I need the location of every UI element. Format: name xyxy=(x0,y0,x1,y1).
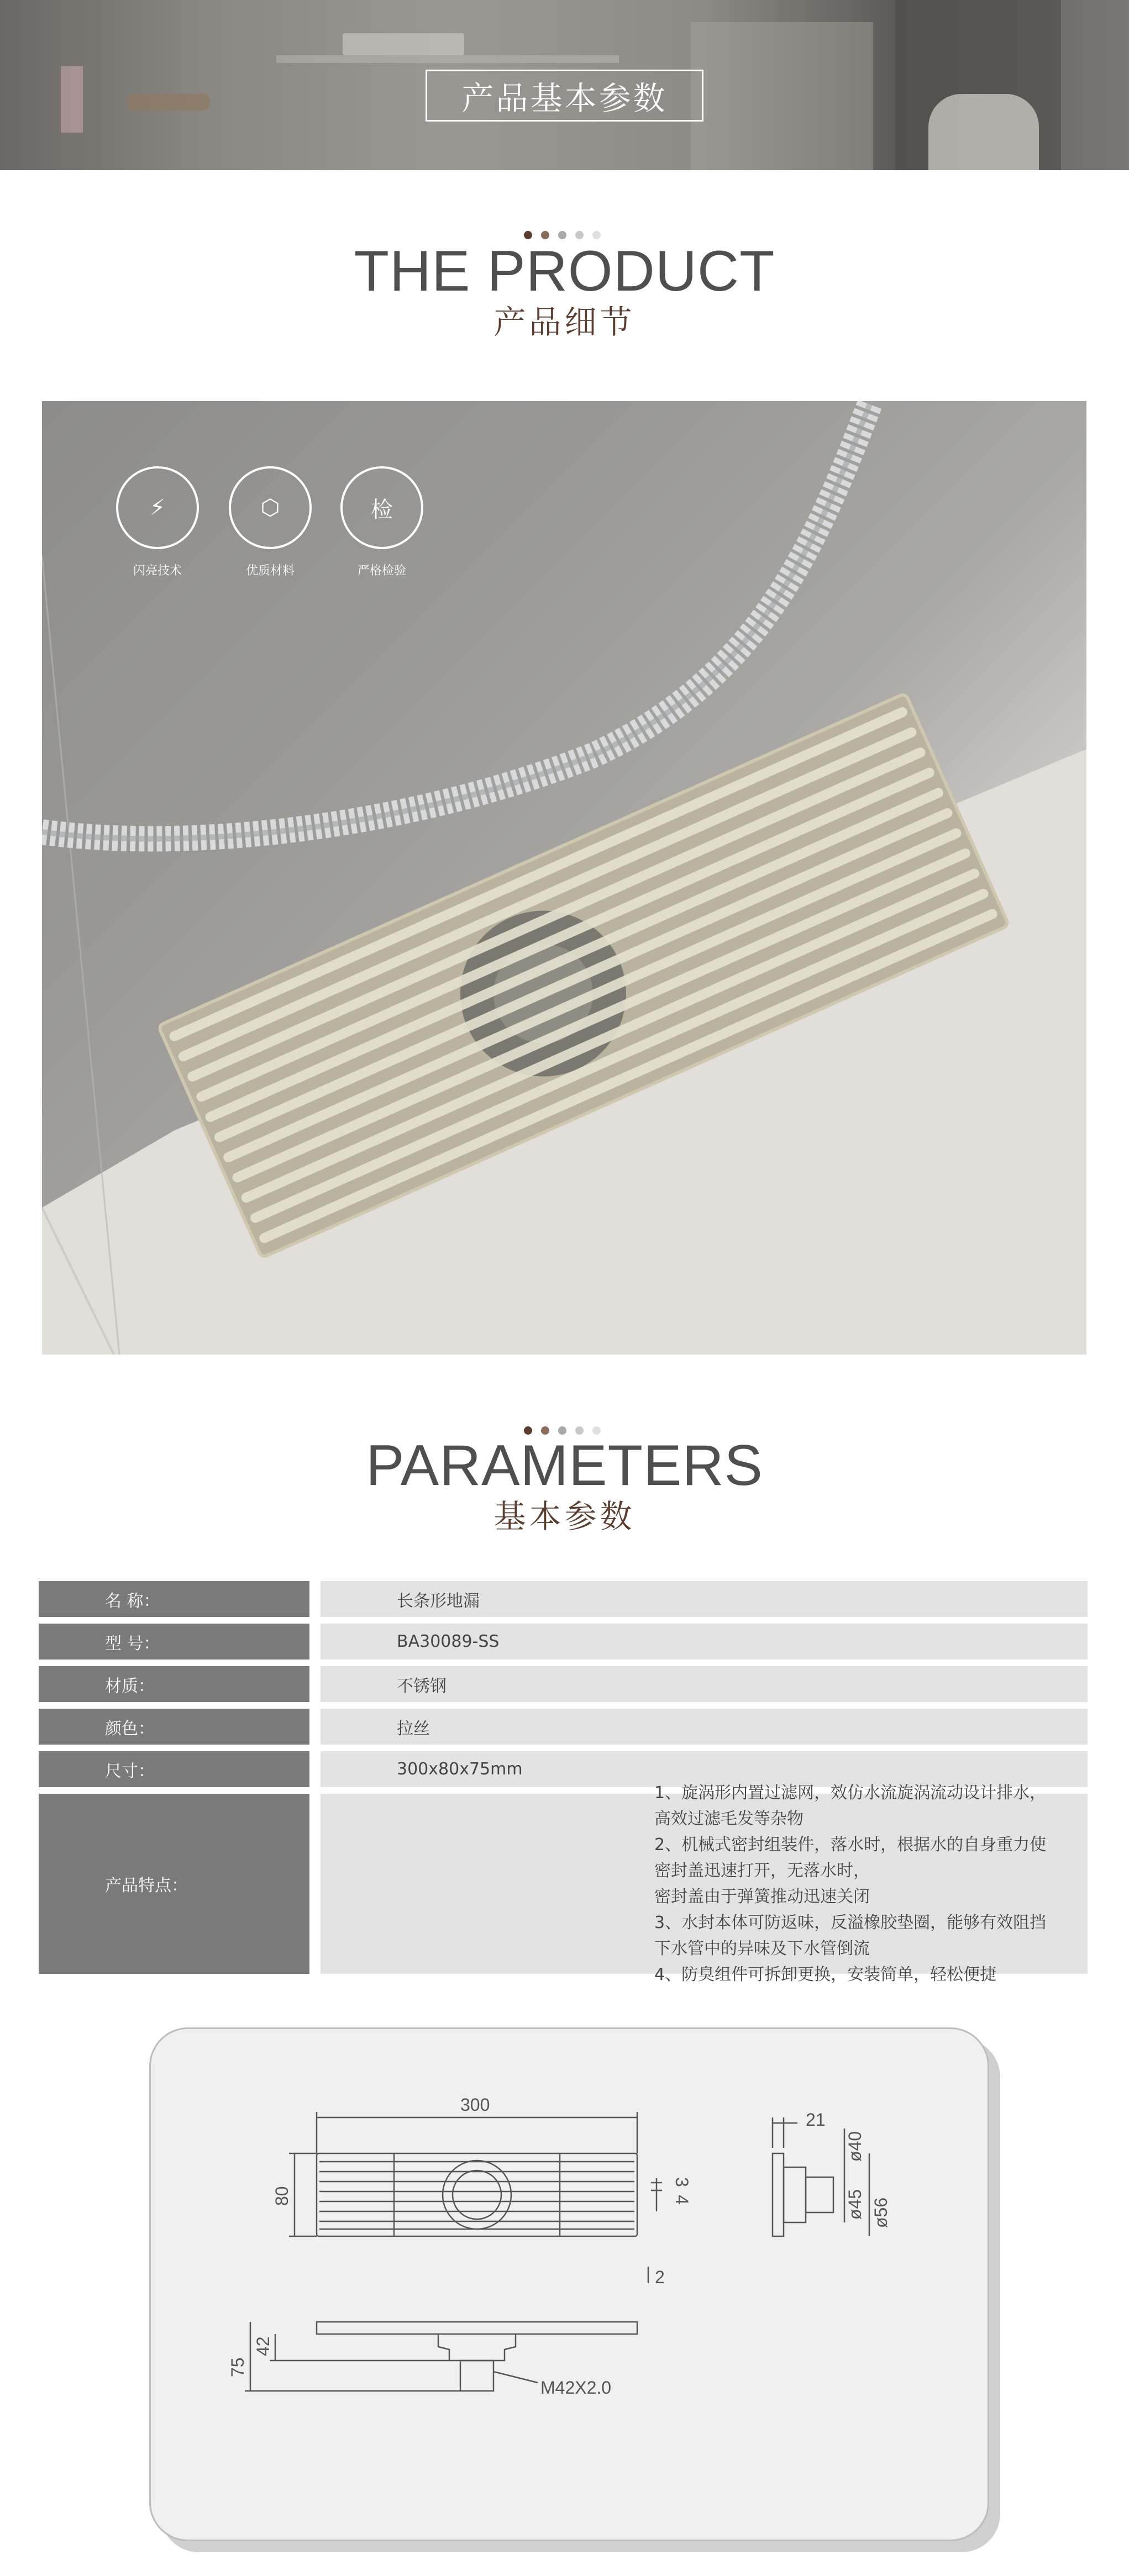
product-title-cn: 产品细节 xyxy=(493,303,636,341)
dot-4 xyxy=(575,231,584,239)
param-row-model xyxy=(39,1624,1088,1660)
param-value: 不锈钢 xyxy=(321,1666,1088,1702)
dim-75: 75 xyxy=(228,2357,248,2377)
parameters-title-en: PARAMETERS xyxy=(366,1434,763,1498)
technical-drawing xyxy=(151,2029,989,2541)
badge-shine xyxy=(116,466,199,578)
dot-1 xyxy=(524,231,532,239)
badge-material-label: 优质材料 xyxy=(245,564,295,578)
dim-42: 42 xyxy=(253,2336,273,2356)
banner-toilet xyxy=(928,94,1039,170)
param-key: 名 称： xyxy=(39,1581,309,1617)
side-plate xyxy=(317,2322,637,2334)
param-key: 材质： xyxy=(39,1666,309,1702)
dim-80: 80 xyxy=(272,2186,292,2206)
hexagon-icon xyxy=(229,466,312,549)
param-value: 拉丝 xyxy=(321,1709,1088,1745)
param-key: 型 号： xyxy=(39,1624,309,1660)
sparkle-icon xyxy=(116,466,199,549)
badge-inspection xyxy=(340,466,423,578)
badge-shine-glyph: ⚡ xyxy=(149,495,166,520)
param-row-features xyxy=(39,1783,1088,1984)
feature-item: 密封盖由于弹簧推动迅速关闭 xyxy=(654,1887,870,1906)
grate-outline xyxy=(317,2153,637,2236)
end-trap xyxy=(806,2177,833,2212)
banner-shelf xyxy=(276,55,619,63)
dot-5 xyxy=(592,231,601,239)
badge-material-glyph: ⬡ xyxy=(260,495,280,520)
product-photo xyxy=(42,401,1086,1355)
banner-sink xyxy=(343,33,464,55)
end-plate xyxy=(773,2153,784,2236)
badge-inspection-glyph: 检 xyxy=(371,497,393,523)
dim-3: 3 xyxy=(672,2177,692,2187)
product-title-en: THE PRODUCT xyxy=(354,239,775,303)
parameters-title-cn: 基本参数 xyxy=(493,1498,636,1535)
side-body xyxy=(438,2334,516,2361)
dim-300: 300 xyxy=(460,2095,490,2115)
banner-title-frame xyxy=(426,70,703,122)
param-value: 300x80x75mm xyxy=(321,1751,1088,1787)
top-view xyxy=(289,2112,662,2283)
param-key: 颜色： xyxy=(39,1709,309,1745)
side-trap xyxy=(460,2361,493,2391)
banner-cabinet xyxy=(691,22,873,170)
badge-material xyxy=(229,466,312,578)
features-list xyxy=(321,1783,1088,1984)
thread-leader xyxy=(493,2372,538,2383)
end-body xyxy=(784,2167,806,2222)
param-row-name xyxy=(39,1581,1088,1617)
magnifier-check-icon xyxy=(340,466,423,549)
banner-title: 产品基本参数 xyxy=(461,80,668,117)
banner-stool xyxy=(127,94,210,110)
param-key: 尺寸： xyxy=(39,1751,309,1787)
feature-item: 1、旋涡形内置过滤网，效仿水流旋涡流动设计排水，高效过滤毛发等杂物 xyxy=(654,1783,1047,1829)
param-row-material xyxy=(39,1666,1088,1702)
param-value: 长条形地漏 xyxy=(321,1581,1088,1617)
dim-21: 21 xyxy=(806,2110,826,2130)
badge-shine-label: 闪亮技术 xyxy=(133,564,182,578)
param-key: 产品特点： xyxy=(39,1794,309,1974)
param-value: BA30089-SS xyxy=(321,1624,1088,1660)
dim-d56: ø56 xyxy=(871,2197,891,2228)
dim-2: 2 xyxy=(655,2267,665,2287)
header-banner xyxy=(0,0,1129,170)
dim-d40: ø40 xyxy=(845,2131,865,2162)
dim-d45: ø45 xyxy=(845,2189,865,2220)
param-row-color xyxy=(39,1709,1088,1745)
thread-spec: M42X2.0 xyxy=(540,2378,612,2398)
feature-item: 3、水封本体可防返味，反溢橡胶垫圈，能够有效阻挡下水管中的异味及下水管倒流 xyxy=(654,1913,1047,1958)
badge-inspection-label: 严格检验 xyxy=(357,564,406,578)
product-dots xyxy=(524,231,601,239)
dot-2 xyxy=(541,231,549,239)
feature-item: 2、机械式密封组装件，落水时，根据水的自身重力使密封盖迅速打开，无落水时， xyxy=(654,1835,1047,1880)
dot-3 xyxy=(558,231,566,239)
banner-towel xyxy=(61,66,83,133)
dim-4: 4 xyxy=(672,2195,692,2205)
feature-item: 4、防臭组件可拆卸更换，安装简单，轻松便捷 xyxy=(654,1965,997,1984)
drawing-card xyxy=(149,2027,989,2541)
parameters-table xyxy=(39,1581,1088,1984)
